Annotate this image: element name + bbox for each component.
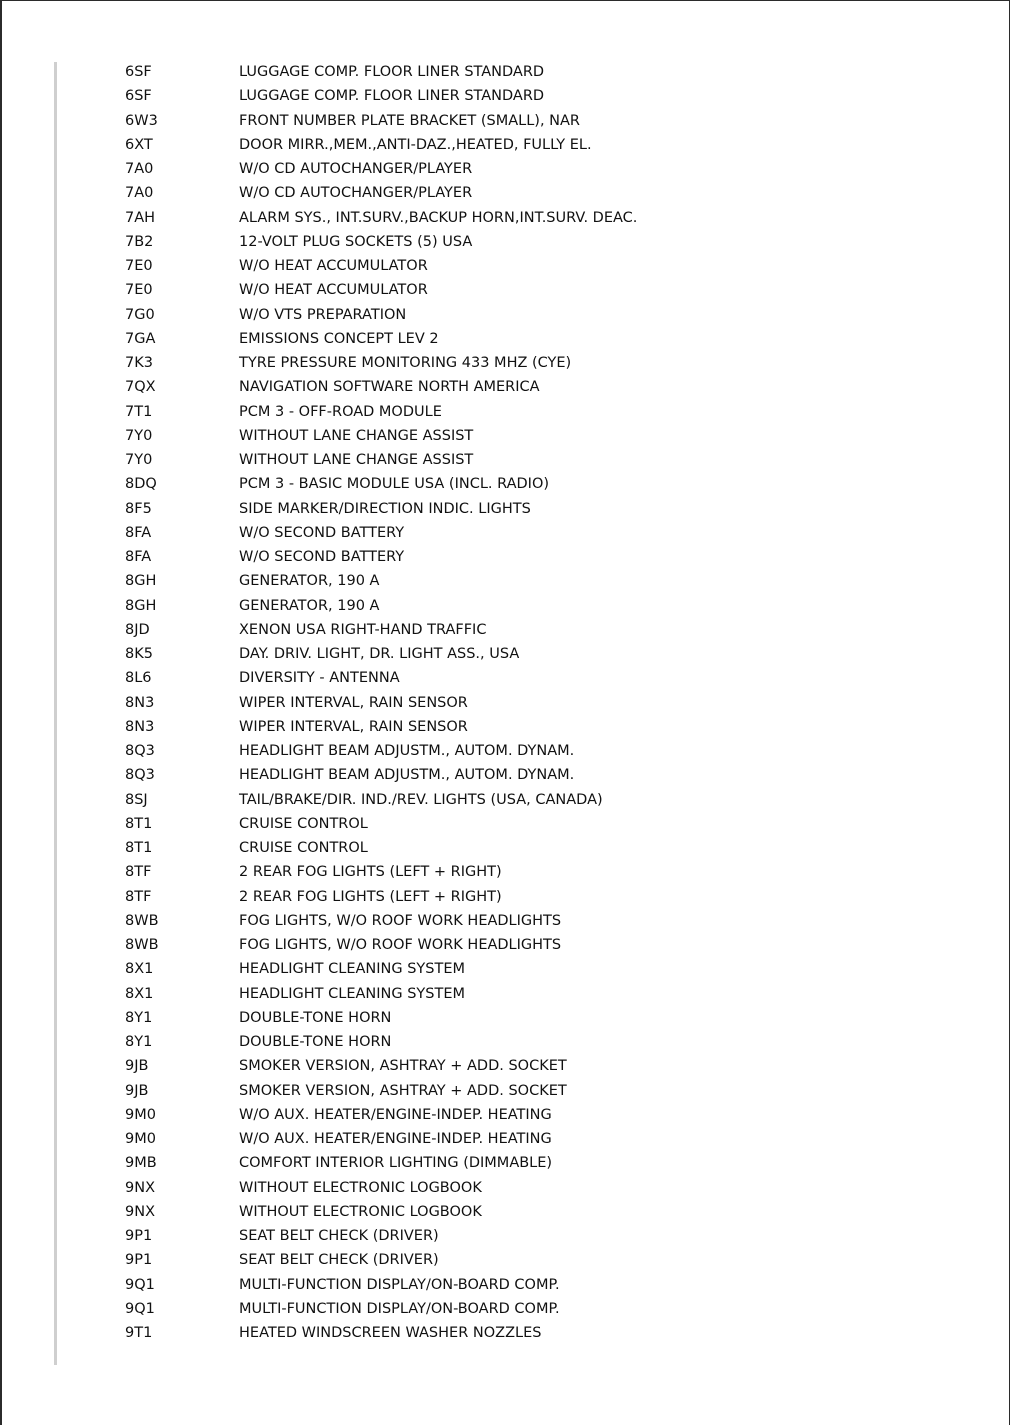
option-description: GENERATOR, 190 A: [239, 597, 380, 614]
list-item: [125, 1248, 985, 1272]
list-item: [125, 836, 985, 860]
option-code: 8DQ: [125, 476, 157, 493]
list-item: [125, 278, 985, 302]
list-item: [125, 400, 985, 424]
option-description: W/O HEAT ACCUMULATOR: [239, 282, 428, 299]
option-description: 12-VOLT PLUG SOCKETS (5) USA: [239, 233, 473, 250]
option-code: 9Q1: [125, 1276, 155, 1293]
option-code: 7A0: [125, 185, 154, 202]
option-code: 6SF: [125, 88, 152, 105]
option-description: W/O AUX. HEATER/ENGINE-INDEP. HEATING: [239, 1131, 552, 1147]
list-item: [125, 1006, 985, 1030]
list-item: [125, 1103, 985, 1127]
option-code: 8X1: [125, 985, 154, 1002]
option-description: WIPER INTERVAL, RAIN SENSOR: [239, 718, 468, 735]
list-item: [125, 84, 985, 108]
option-description: 2 REAR FOG LIGHTS (LEFT + RIGHT): [239, 888, 502, 905]
option-description: WITHOUT LANE CHANGE ASSIST: [239, 452, 474, 468]
option-description: GENERATOR, 190 A: [239, 573, 380, 590]
option-description: HEADLIGHT CLEANING SYSTEM: [239, 961, 466, 978]
option-code: 9T1: [125, 1325, 153, 1341]
option-code: 7G0: [125, 306, 155, 323]
list-item: [125, 594, 985, 618]
option-code: 7K3: [125, 355, 153, 371]
option-description: WITHOUT ELECTRONIC LOGBOOK: [239, 1179, 482, 1196]
option-code: 9M0: [125, 1131, 156, 1147]
list-item: [125, 181, 985, 205]
option-description: SMOKER VERSION, ASHTRAY + ADD. SOCKET: [239, 1058, 567, 1075]
list-item: [125, 812, 985, 836]
option-code: 7A0: [125, 161, 154, 177]
option-description: WITHOUT LANE CHANGE ASSIST: [239, 427, 474, 444]
option-code: 9JB: [125, 1058, 149, 1075]
list-item: [125, 472, 985, 496]
list-item: [125, 351, 985, 375]
list-item: [125, 521, 985, 545]
list-item: [125, 763, 985, 787]
option-code: 7T1: [125, 403, 153, 420]
option-description: W/O CD AUTOCHANGER/PLAYER: [239, 185, 473, 202]
option-description: DIVERSITY - ANTENNA: [239, 670, 400, 687]
list-item: [125, 1176, 985, 1200]
option-description: LUGGAGE COMP. FLOOR LINER STANDARD: [239, 88, 545, 105]
option-code: 9MB: [125, 1155, 157, 1172]
option-code: 8TF: [125, 864, 152, 881]
list-item: [125, 1224, 985, 1248]
option-description: W/O CD AUTOCHANGER/PLAYER: [239, 161, 473, 177]
option-code: 7B2: [125, 233, 154, 250]
list-item: [125, 933, 985, 957]
option-code: 7E0: [125, 258, 153, 274]
list-item: [125, 254, 985, 278]
option-description: FRONT NUMBER PLATE BRACKET (SMALL), NAR: [239, 112, 581, 129]
list-item: [125, 327, 985, 351]
option-code-list: [125, 60, 985, 1345]
option-code: 8N3: [125, 694, 155, 711]
list-item: [125, 788, 985, 812]
option-code: 8N3: [125, 718, 155, 735]
list-item: [125, 1273, 985, 1297]
list-item: [125, 448, 985, 472]
option-code: 6W3: [125, 112, 158, 129]
option-code: 8F5: [125, 500, 152, 517]
option-description: DOOR MIRR.,MEM.,ANTI-DAZ.,HEATED, FULLY EL.: [239, 136, 592, 153]
list-item: [125, 424, 985, 448]
option-description: PCM 3 - BASIC MODULE USA (INCL. RADIO): [239, 476, 550, 493]
list-item: [125, 1151, 985, 1175]
option-code: 9Q1: [125, 1300, 155, 1317]
list-item: [125, 303, 985, 327]
option-code: 8L6: [125, 670, 152, 687]
option-description: FOG LIGHTS, W/O ROOF WORK HEADLIGHTS: [239, 937, 562, 953]
list-item: [125, 739, 985, 763]
option-code: 8GH: [125, 573, 157, 590]
option-description: SIDE MARKER/DIRECTION INDIC. LIGHTS: [239, 500, 531, 517]
option-description: DOUBLE-TONE HORN: [239, 1009, 392, 1026]
option-code: 8TF: [125, 888, 152, 905]
list-item: [125, 1297, 985, 1321]
option-description: WITHOUT ELECTRONIC LOGBOOK: [239, 1203, 482, 1220]
list-item: [125, 109, 985, 133]
option-code: 8K5: [125, 646, 153, 662]
option-description: MULTI-FUNCTION DISPLAY/ON-BOARD COMP.: [239, 1276, 560, 1293]
list-item: [125, 497, 985, 521]
list-item: [125, 982, 985, 1006]
option-description: W/O SECOND BATTERY: [239, 549, 405, 565]
list-item: [125, 133, 985, 157]
list-item: [125, 375, 985, 399]
option-description: CRUISE CONTROL: [239, 840, 368, 856]
option-description: LUGGAGE COMP. FLOOR LINER STANDARD: [239, 64, 545, 80]
option-code: 6SF: [125, 64, 152, 80]
option-code: 7AH: [125, 209, 156, 226]
option-code: 9JB: [125, 1082, 149, 1099]
option-code: 8Q3: [125, 767, 155, 784]
list-item: [125, 157, 985, 181]
option-description: DOUBLE-TONE HORN: [239, 1034, 392, 1050]
option-code: 9P1: [125, 1228, 153, 1244]
option-description: SMOKER VERSION, ASHTRAY + ADD. SOCKET: [239, 1082, 567, 1099]
list-item: [125, 545, 985, 569]
option-description: HEADLIGHT BEAM ADJUSTM., AUTOM. DYNAM.: [239, 743, 575, 759]
option-description: SEAT BELT CHECK (DRIVER): [239, 1252, 439, 1269]
list-item: [125, 1321, 985, 1345]
option-description: PCM 3 - OFF-ROAD MODULE: [239, 403, 442, 420]
option-code: 8GH: [125, 597, 157, 614]
option-description: MULTI-FUNCTION DISPLAY/ON-BOARD COMP.: [239, 1300, 560, 1317]
option-description: DAY. DRIV. LIGHT, DR. LIGHT ASS., USA: [239, 646, 520, 662]
option-code: 7Y0: [125, 452, 153, 468]
option-description: HEADLIGHT BEAM ADJUSTM., AUTOM. DYNAM.: [239, 767, 575, 784]
margin-rule: [54, 62, 57, 1365]
option-description: TYRE PRESSURE MONITORING 433 MHZ (CYE): [239, 355, 572, 371]
option-code: 8Y1: [125, 1009, 153, 1026]
option-description: 2 REAR FOG LIGHTS (LEFT + RIGHT): [239, 864, 502, 881]
option-description: NAVIGATION SOFTWARE NORTH AMERICA: [239, 379, 540, 396]
option-description: HEATED WINDSCREEN WASHER NOZZLES: [239, 1325, 542, 1341]
list-item: [125, 60, 985, 84]
option-code: 9NX: [125, 1179, 156, 1196]
option-code: 8T1: [125, 840, 153, 856]
option-description: SEAT BELT CHECK (DRIVER): [239, 1228, 439, 1244]
option-description: COMFORT INTERIOR LIGHTING (DIMMABLE): [239, 1155, 553, 1172]
option-description: W/O HEAT ACCUMULATOR: [239, 258, 428, 274]
option-code: 7Y0: [125, 427, 153, 444]
option-description: HEADLIGHT CLEANING SYSTEM: [239, 985, 466, 1002]
option-code: 8FA: [125, 549, 152, 565]
list-item: [125, 666, 985, 690]
option-code: 7GA: [125, 330, 156, 347]
list-item: [125, 1127, 985, 1151]
option-description: ALARM SYS., INT.SURV.,BACKUP HORN,INT.SURV. DEAC.: [239, 209, 638, 226]
option-code: 8X1: [125, 961, 154, 978]
list-item: [125, 1054, 985, 1078]
option-code: 8SJ: [125, 791, 148, 808]
list-item: [125, 909, 985, 933]
option-code: 8WB: [125, 937, 159, 953]
option-code: 7E0: [125, 282, 153, 299]
list-item: [125, 230, 985, 254]
list-item: [125, 569, 985, 593]
list-item: [125, 885, 985, 909]
option-code: 8Q3: [125, 743, 155, 759]
option-code: 8T1: [125, 815, 153, 832]
option-description: CRUISE CONTROL: [239, 815, 368, 832]
option-description: TAIL/BRAKE/DIR. IND./REV. LIGHTS (USA, CANADA): [239, 791, 603, 808]
list-item: [125, 860, 985, 884]
option-code: 8Y1: [125, 1034, 153, 1050]
option-description: W/O AUX. HEATER/ENGINE-INDEP. HEATING: [239, 1106, 552, 1123]
option-description: W/O VTS PREPARATION: [239, 306, 407, 323]
list-item: [125, 618, 985, 642]
list-item: [125, 206, 985, 230]
option-description: FOG LIGHTS, W/O ROOF WORK HEADLIGHTS: [239, 912, 562, 929]
list-item: [125, 1030, 985, 1054]
list-item: [125, 1079, 985, 1103]
list-item: [125, 1200, 985, 1224]
option-code: 9M0: [125, 1106, 156, 1123]
list-item: [125, 957, 985, 981]
option-description: XENON USA RIGHT-HAND TRAFFIC: [239, 621, 487, 638]
option-description: WIPER INTERVAL, RAIN SENSOR: [239, 694, 468, 711]
option-code: 8WB: [125, 912, 159, 929]
option-code: 8JD: [125, 621, 150, 638]
option-code: 9P1: [125, 1252, 153, 1269]
option-code: 7QX: [125, 379, 156, 396]
list-item: [125, 691, 985, 715]
list-item: [125, 642, 985, 666]
option-description: EMISSIONS CONCEPT LEV 2: [239, 330, 439, 347]
option-code: 6XT: [125, 136, 153, 153]
option-code: 8FA: [125, 524, 152, 541]
option-description: W/O SECOND BATTERY: [239, 524, 405, 541]
list-item: [125, 715, 985, 739]
option-code: 9NX: [125, 1203, 156, 1220]
